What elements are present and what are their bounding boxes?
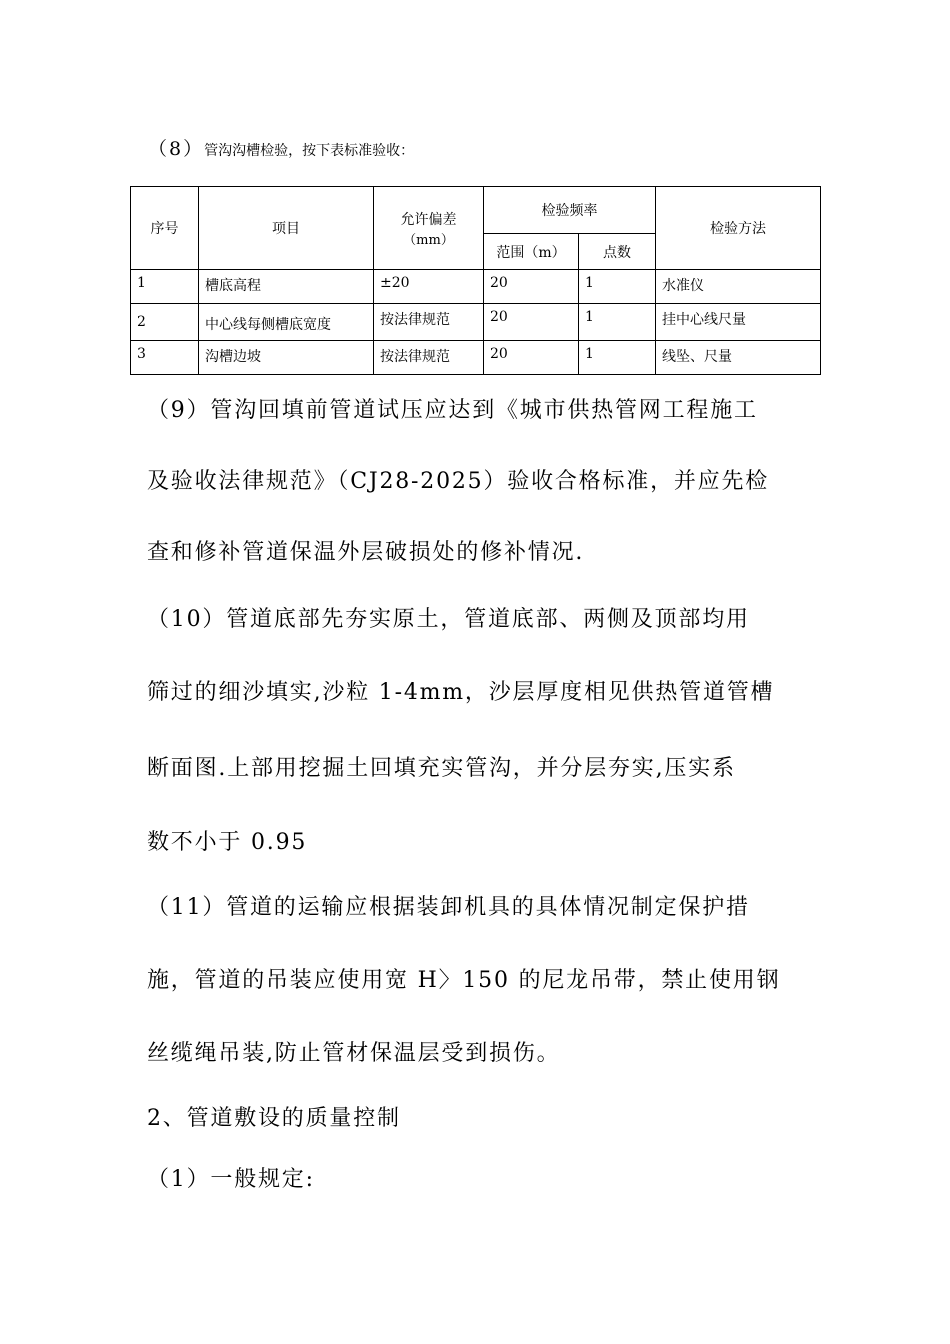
section-number: （8）	[148, 138, 205, 160]
header-frequency: 检验频率	[484, 187, 656, 234]
cell-seq: 2	[131, 304, 199, 341]
paragraph-9-line3: 查和修补管道保温外层破损处的修补情况.	[147, 540, 585, 565]
cell-tolerance: ±20	[374, 270, 484, 304]
cell-points: 1	[579, 304, 656, 341]
paragraph-10-line3: 断面图.上部用挖掘土回填充实管沟，并分层夯实,压实系	[147, 756, 736, 781]
cell-method: 线坠、尺量	[656, 341, 821, 375]
paragraph-11-line3: 丝缆绳吊装,防止管材保温层受到损伤。	[147, 1041, 561, 1066]
cell-range: 20	[484, 341, 579, 375]
table-row	[131, 270, 821, 304]
cell-seq: 3	[131, 341, 199, 375]
table-header-row	[131, 187, 821, 234]
header-method: 检验方法	[656, 187, 821, 270]
paragraph-10-line4: 数不小于 0.95	[147, 830, 308, 855]
paragraph-11-line1: （11）管道的运输应根据装卸机具的具体情况制定保护措	[147, 895, 750, 920]
header-seq: 序号	[131, 187, 199, 270]
paragraph-11-line2: 施，管道的吊装应使用宽 H〉150 的尼龙吊带，禁止使用钢	[147, 968, 781, 993]
cell-item: 槽底高程	[199, 270, 374, 304]
intro-text: 管沟沟槽检验，按下表标准验收：	[204, 143, 415, 159]
cell-points: 1	[579, 341, 656, 375]
cell-range: 20	[484, 304, 579, 341]
cell-method: 水准仪	[656, 270, 821, 304]
cell-tolerance: 按法律规范	[374, 304, 484, 341]
header-points: 点数	[579, 234, 656, 270]
header-range: 范围（m）	[484, 234, 579, 270]
header-tolerance	[374, 187, 484, 270]
section-2-heading: 2、管道敷设的质量控制	[147, 1106, 401, 1131]
section-8-intro	[148, 138, 414, 162]
cell-tolerance: 按法律规范	[374, 341, 484, 375]
header-item: 项目	[199, 187, 374, 270]
cell-method: 挂中心线尺量	[656, 304, 821, 341]
paragraph-9-line2: 及验收法律规范》（CJ28-2025）验收合格标准，并应先检	[147, 469, 770, 494]
header-tolerance-line2: （mm）	[403, 232, 454, 248]
paragraph-10-line2: 筛过的细沙填实,沙粒 1-4mm，沙层厚度相见供热管道管槽	[147, 680, 775, 705]
header-tolerance-line1: 允许偏差	[400, 211, 457, 228]
paragraph-10-line1: （10）管道底部先夯实原土，管道底部、两侧及顶部均用	[147, 607, 750, 632]
cell-item: 中心线每侧槽底宽度	[199, 304, 374, 341]
table-row	[131, 341, 821, 375]
cell-points: 1	[579, 270, 656, 304]
table-row	[131, 304, 821, 341]
paragraph-9-line1: （9）管沟回填前管道试压应达到《城市供热管网工程施工	[147, 398, 758, 423]
cell-seq: 1	[131, 270, 199, 304]
trench-inspection-table	[130, 186, 821, 375]
cell-item: 沟槽边坡	[199, 341, 374, 375]
subsection-1-heading: （1）一般规定:	[147, 1167, 315, 1192]
cell-range: 20	[484, 270, 579, 304]
